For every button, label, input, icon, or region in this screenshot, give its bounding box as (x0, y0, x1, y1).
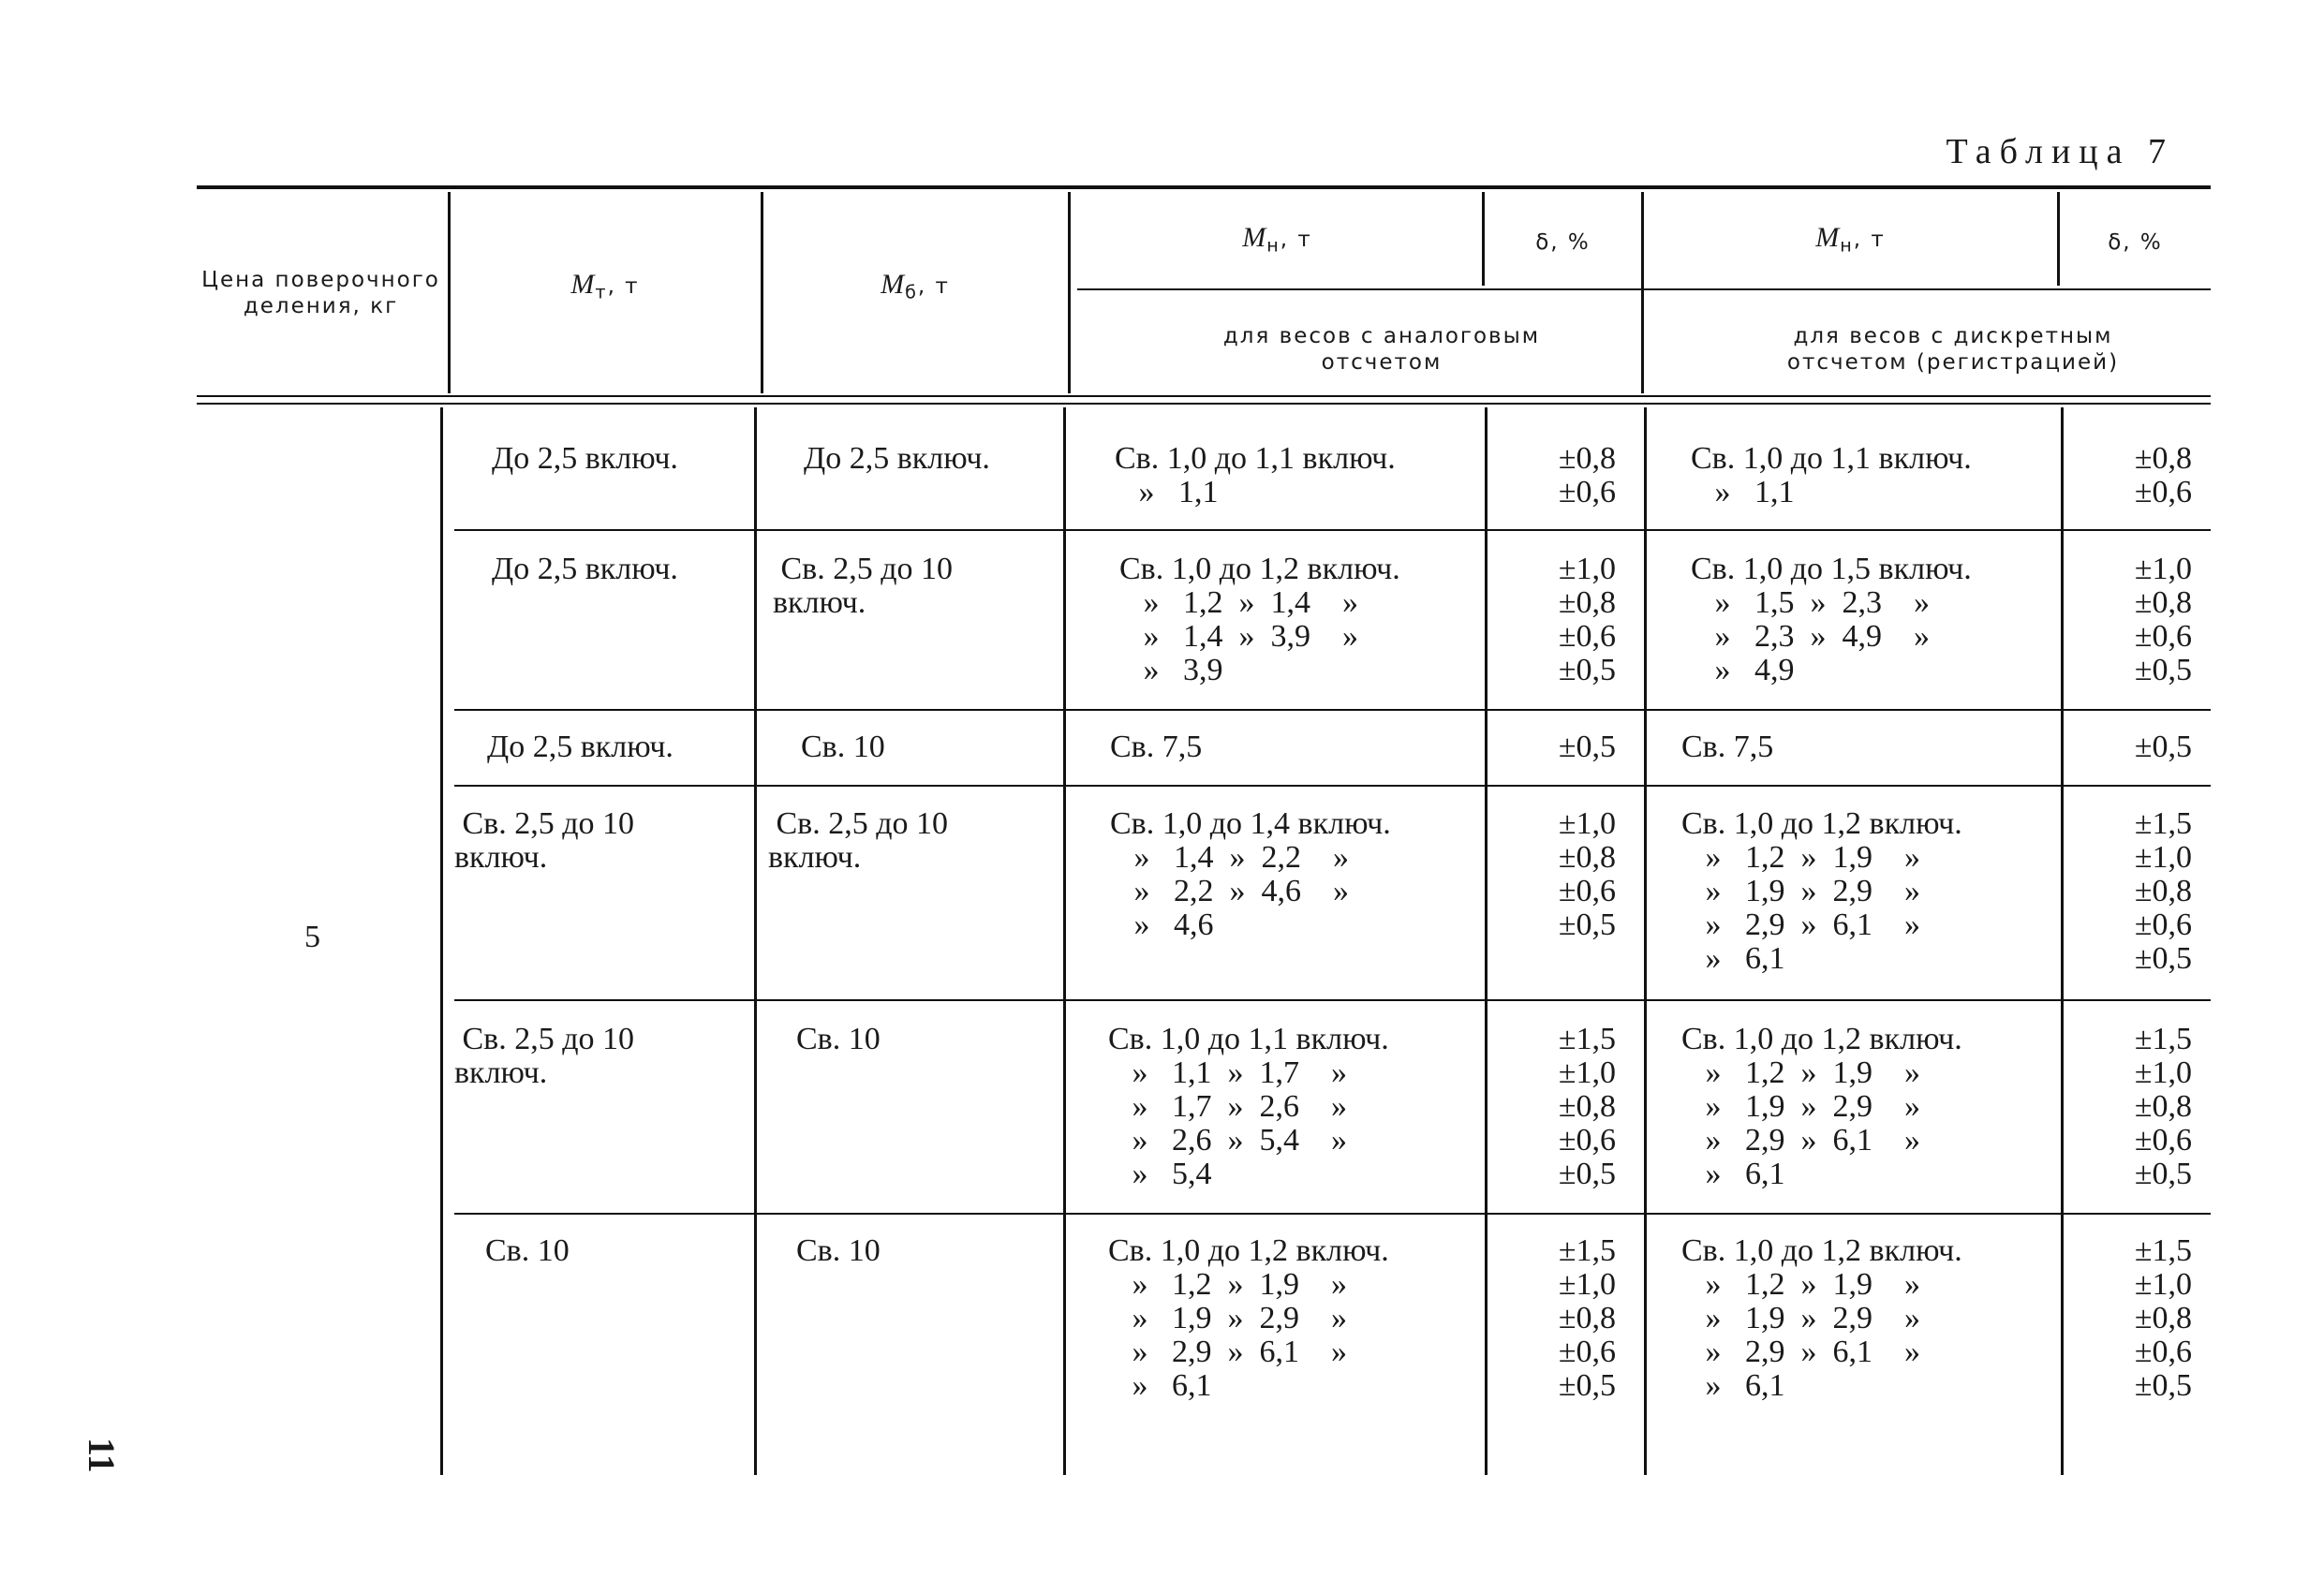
table-cell-mt: Св. 2,5 до 10 включ. (454, 806, 635, 875)
header-divider (1068, 192, 1071, 393)
table-cell-analog-mn: Св. 1,0 до 1,4 включ. » 1,4 » 2,2 » » 2,2 » 4,6 » » 4,6 (1110, 806, 1391, 942)
table-cell-disc-delta: ±1,5 ±1,0 ±0,8 ±0,6 ±0,5 (2134, 806, 2192, 976)
header-mt-sub: т (595, 281, 608, 303)
table-cell-analog-delta: ±1,0 ±0,8 ±0,6 ±0,5 (1558, 806, 1616, 942)
table-cell-mb: Св. 10 (796, 1233, 881, 1268)
column-divider (754, 407, 757, 1475)
header-mb (762, 269, 1068, 306)
row-rule (454, 709, 2211, 711)
header-mb-unit: , т (917, 274, 950, 299)
table-cell-mt: Св. 2,5 до 10 включ. (454, 1022, 635, 1090)
table-top-rule (197, 185, 2211, 189)
table-cell-disc-mn: Св. 1,0 до 1,2 включ. » 1,2 » 1,9 » » 1,9 » 2,9 » » 2,9 » 6,1 » » 6,1 (1681, 1233, 1962, 1403)
table-cell-analog-mn: Св. 1,0 до 1,1 включ. » 1,1 » 1,7 » » 1,7 » 2,6 » » 2,6 » 5,4 » » 5,4 (1108, 1022, 1389, 1191)
table-cell-disc-delta: ±0,8 ±0,6 (2134, 441, 2192, 509)
table-cell-analog-mn: Св. 1,0 до 1,2 включ. » 1,2 » 1,9 » » 1,9 » 2,9 » » 2,9 » 6,1 » » 6,1 (1108, 1233, 1389, 1403)
table-cell-mb: До 2,5 включ. (804, 441, 990, 476)
table-cell-mt: До 2,5 включ. (492, 552, 678, 586)
table-cell-mb: Св. 10 (801, 730, 885, 764)
header-bottom-rule (197, 403, 2211, 405)
table-cell-mt: Св. 10 (485, 1233, 570, 1268)
table-title: Таблица 7 (1946, 132, 2174, 171)
header-mt-unit: , т (607, 274, 640, 299)
table-cell-disc-mn: Св. 7,5 (1681, 730, 1774, 764)
table-cell-mb: Св. 10 (796, 1022, 881, 1056)
table-cell-analog-delta: ±1,5 ±1,0 ±0,8 ±0,6 ±0,5 (1558, 1022, 1616, 1191)
table-cell-disc-mn: Св. 1,0 до 1,5 включ. » 1,5 » 2,3 » » 2,3 » 4,9 » » 4,9 (1691, 552, 1972, 687)
table-cell-analog-delta: ±1,0 ±0,8 ±0,6 ±0,5 (1558, 552, 1616, 687)
table-cell-analog-delta: ±1,5 ±1,0 ±0,8 ±0,6 ±0,5 (1558, 1233, 1616, 1403)
column-divider (1063, 407, 1066, 1475)
header-analog-mn-symbol: M (1242, 222, 1267, 253)
header-group-rule (1077, 288, 2211, 290)
table-cell-disc-delta: ±1,5 ±1,0 ±0,8 ±0,6 ±0,5 (2134, 1233, 2192, 1403)
row-rule (454, 999, 2211, 1001)
table-cell-disc-mn: Св. 1,0 до 1,2 включ. » 1,2 » 1,9 » » 1,9 » 2,9 » » 2,9 » 6,1 » » 6,1 (1681, 1022, 1962, 1191)
header-divider (1641, 192, 1644, 393)
header-analog-delta: δ, % (1535, 230, 1591, 255)
row-rule (454, 1213, 2211, 1215)
table-cell-analog-mn: Св. 1,0 до 1,2 включ. » 1,2 » 1,4 » » 1,4 » 3,9 » » 3,9 (1119, 552, 1400, 687)
column-divider (440, 407, 443, 1475)
table-cell-disc-delta: ±1,5 ±1,0 ±0,8 ±0,6 ±0,5 (2134, 1022, 2192, 1191)
column-divider (1644, 407, 1647, 1475)
header-mb-sub: б (905, 281, 918, 303)
header-group-discrete: для весов с дискретным отсчетом (регистрацией) (1786, 324, 2120, 375)
header-disc-mn (1644, 222, 2057, 259)
header-group-analog: для весов с аналоговым отсчетом (1222, 324, 1541, 375)
header-analog-mn (1073, 222, 1482, 259)
column-divider (1485, 407, 1488, 1475)
table-cell-disc-mn: Св. 1,0 до 1,1 включ. » 1,1 (1691, 441, 1972, 509)
table-cell-analog-delta: ±0,5 (1558, 730, 1616, 764)
header-disc-mn-sub: н (1840, 234, 1854, 257)
table-cell-mt: До 2,5 включ. (492, 441, 678, 476)
table-cell-mb: Св. 2,5 до 10 включ. (773, 552, 954, 620)
row-rule (454, 785, 2211, 787)
header-price: Цена поверочного деления, кг (201, 268, 440, 318)
header-disc-mn-symbol: M (1815, 222, 1841, 253)
header-mt-symbol: M (570, 269, 596, 300)
table-cell-mb: Св. 2,5 до 10 включ. (768, 806, 949, 875)
column-divider (2061, 407, 2064, 1475)
row-rule (454, 529, 2211, 531)
table-cell-disc-delta: ±1,0 ±0,8 ±0,6 ±0,5 (2134, 552, 2192, 687)
table-cell-disc-mn: Св. 1,0 до 1,2 включ. » 1,2 » 1,9 » » 1,9 » 2,9 » » 2,9 » 6,1 » » 6,1 (1681, 806, 1962, 976)
table-cell-disc-delta: ±0,5 (2134, 730, 2192, 764)
table-cell-analog-mn: Св. 1,0 до 1,1 включ. » 1,1 (1115, 441, 1396, 509)
page-number: 11 (81, 1438, 123, 1473)
header-mt (450, 269, 761, 306)
header-bottom-rule (197, 395, 2211, 397)
header-disc-mn-unit: , т (1853, 228, 1886, 252)
header-mb-symbol: M (881, 269, 906, 300)
header-analog-mn-unit: , т (1280, 228, 1312, 252)
price-value: 5 (304, 920, 320, 954)
table-cell-analog-mn: Св. 7,5 (1110, 730, 1203, 764)
table-cell-analog-delta: ±0,8 ±0,6 (1558, 441, 1616, 509)
header-disc-delta: δ, % (2108, 230, 2163, 255)
header-analog-mn-sub: н (1266, 234, 1280, 257)
table-cell-mt: До 2,5 включ. (487, 730, 674, 764)
